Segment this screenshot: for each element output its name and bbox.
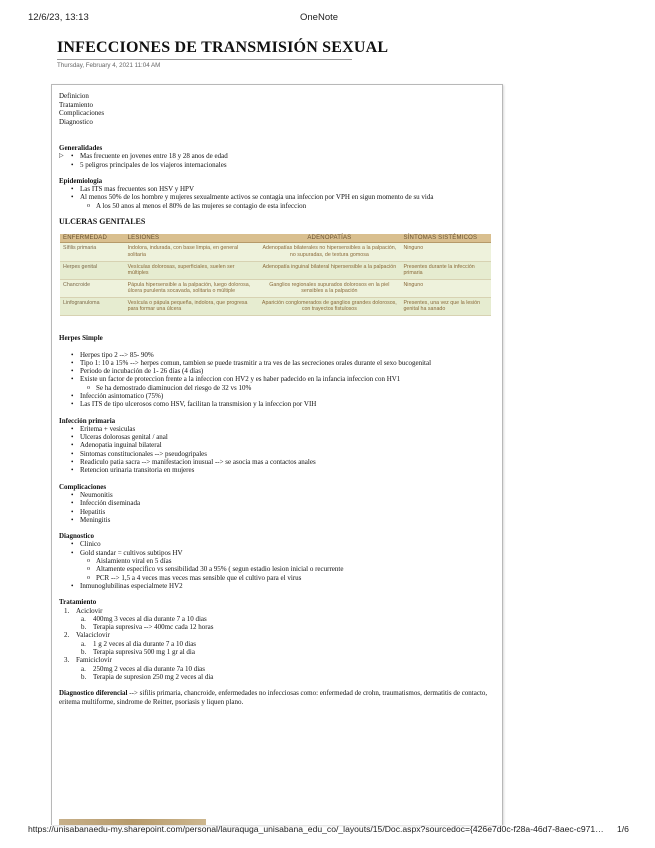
print-app-name: OneNote (300, 12, 339, 23)
section-diagnostico-diferencial (59, 689, 489, 706)
lettered-list (59, 665, 489, 682)
table-row (60, 243, 491, 261)
section-heading: Epidemiologia (59, 176, 103, 185)
bullet-list (59, 351, 489, 384)
section-heading: Complicaciones (59, 482, 107, 491)
drug-name: Famiciclovir (76, 656, 112, 665)
list-item: • Ulceras dolorosas genital / anal (59, 433, 489, 441)
dose-text: Terapia de supresion 250 mg 2 veces al dia (93, 672, 214, 681)
lettered-item (59, 673, 489, 681)
section-complicaciones (59, 483, 489, 524)
bullet-list (59, 161, 489, 169)
section-heading: Infección primaria (59, 416, 116, 425)
list-item-text: Mas frecuente en jovenes entre 18 y 28 anos de edad (80, 152, 228, 161)
list-item: • Las ITS mas frecuentes son HSV y HPV (59, 185, 489, 193)
item-letter: b. (81, 672, 87, 681)
section-herpes (59, 334, 489, 408)
bullet-icon: • (71, 152, 74, 161)
intro-item: Tratamiento (59, 100, 93, 109)
list-item: • Periodo de incubación de 1- 26 días (4 días) (59, 367, 489, 375)
table-cell: Presentes, una vez que la lesión genital ha sanado (400, 298, 491, 316)
sub-list-item: o Aislamiento viral en 5 días (59, 557, 489, 565)
numbered-list (59, 607, 489, 615)
dose-text: 400mg 3 veces al dia durante 7 a 10 dias (93, 614, 207, 623)
lettered-item (59, 640, 489, 648)
list-item: • Existe un factor de proteccion frente a la infeccion con HV2 y es haber padecido en la infancia infeccion con HV1 (59, 375, 489, 383)
item-letter: a. (81, 639, 86, 648)
list-item: • Infección diseminada (59, 499, 489, 507)
diferencial-text: --> sifilis primaria, chancroide, enfermedades no infecciosas como: enfermedad de crohn, traumatismos, dermatitis de contacto, eritema multiforme, sindrome de Reitter, psoriasis y liquen plano. (59, 689, 488, 706)
table-cell: Adenopatías bilaterales no hipersensibles a la palpación, no supuradas, de textura gomosa (258, 243, 400, 261)
sub-list-item: o PCR --> 1,5 a 4 veces mas veces mas sensible que el cultivo para el virus (59, 574, 489, 582)
lettered-item (59, 648, 489, 656)
table-cell: Herpes genital (60, 261, 125, 279)
intro-item: Diagnostico (59, 117, 93, 126)
diferencial-label: Diagnostico diferencial (59, 689, 128, 698)
table-cell: Ganglios regionales supurados dolorosos en la piel sensibles a la palpación (258, 279, 400, 297)
list-item: • Clinico (59, 540, 489, 548)
table-cell: Pápula hipersensible a la palpación, luego dolorosa, úlcera purulenta socavada, solitaria o múltiple (125, 279, 259, 297)
ulceras-table (60, 234, 491, 316)
table-cell: Linfogranuloma (60, 298, 125, 316)
numbered-list (59, 656, 489, 664)
bullet-list (59, 425, 489, 475)
item-letter: b. (81, 623, 87, 632)
table-row (60, 279, 491, 297)
page-content (59, 92, 489, 714)
sub-list-item: o Se ha demostrado diaminucion del riesgo de 32 vs 10% (59, 384, 489, 392)
sub-bullet-list (59, 202, 489, 210)
list-item: • Readiculo patia sacra --> manifestacion inusual --> se asocia mas a contactos anales (59, 458, 489, 466)
table-cell: Indolora, indurada, con base limpia, en general solitaria (125, 243, 259, 261)
table-cell: Vesícula o pápula pequeña, indolora, que progresa para formar una úlcera (125, 298, 259, 316)
section-epidemiologia (59, 177, 489, 210)
dose-text: 1 g 2 veces al dia durante 7 a 10 dias (93, 639, 197, 648)
collapse-triangle-icon[interactable]: ▷ (59, 153, 64, 160)
lettered-list (59, 640, 489, 657)
sub-list-item: o Altamente especifico vs sensibilidad 30 a 95% ( segun estadio lesion inicial o recurrente (59, 565, 489, 573)
section-generalidades (59, 144, 489, 169)
list-item: • Eritema + vesiculas (59, 425, 489, 433)
list-item: • Adenopatia inguinal bilateral (59, 441, 489, 449)
table-row (60, 261, 491, 279)
item-number: 3. (64, 656, 70, 665)
list-item: • Meningitis (59, 516, 489, 524)
dose-text: 250mg 2 veces al dia durante 7a 10 dias (93, 664, 205, 673)
table-cell: Presentes durante la infección primaria (400, 261, 491, 279)
table-cell: Sífilis primaria (60, 243, 125, 261)
dose-text: Terapia supresiva 500 mg 1 gr al dia (93, 648, 195, 657)
section-infeccion-primaria (59, 417, 489, 475)
print-url: https://unisabanaedu-my.sharepoint.com/personal/lauraquga_unisabana_edu_co/_layouts/15/Doc.aspx?sourcedoc={426e7d0c-f28a-46d7-8aec-c971… (28, 824, 604, 834)
table-header-cell: SÍNTOMAS SISTÉMICOS (400, 234, 491, 243)
sub-bullet-list (59, 384, 489, 392)
drug-name: Aciclovir (76, 606, 103, 615)
table-cell: Ninguno (400, 279, 491, 297)
table-row (60, 298, 491, 316)
list-item: • 5 peligros principales de los viajeros internacionales (59, 161, 489, 169)
page-title: INFECCIONES DE TRANSMISIÓN SEXUAL (57, 39, 389, 56)
dose-text: Terapia supresiva --> 400mc cada 12 horas (93, 623, 214, 632)
section-tratamiento (59, 598, 489, 681)
numbered-list (59, 631, 489, 639)
table-header-row (60, 234, 491, 243)
list-item: • Retencion urinaria transitoria en mujeres (59, 466, 489, 474)
numbered-item (59, 607, 489, 615)
section-heading: Herpes Simple (59, 334, 103, 343)
bullet-list (59, 185, 489, 202)
list-item: • Inmunoglubilinas especialmete HV2 (59, 582, 489, 590)
page-date: Thursday, February 4, 2021 11:04 AM (57, 62, 161, 69)
table-header-cell: ENFERMEDAD (60, 234, 125, 243)
title-divider (57, 59, 352, 60)
table-header-cell: LESIONES (125, 234, 259, 243)
printed-page (51, 84, 503, 825)
list-item: • Al menos 50% de los hombre y mujeres sexualmente activos se contagia una infeccion por VPH en sigun momento de su vida (59, 193, 489, 201)
table-cell: Adenopatía inguinal bilateral hipersensible a la palpación (258, 261, 400, 279)
lettered-item (59, 623, 489, 631)
intro-outline (59, 92, 489, 126)
sub-bullet-list (59, 557, 489, 582)
table-cell: Vesículas dolorosas, superficiales, suelen ser múltiples (125, 261, 259, 279)
print-datetime: 12/6/23, 13:13 (28, 12, 89, 23)
lettered-item (59, 615, 489, 623)
list-item: • Tipo 1: 10 a 15% --> herpes comun, tambien se puede trasmitir a tra ves de las secreciones orales durante el sexo bucogenital (59, 359, 489, 367)
intro-item: Complicaciones (59, 109, 105, 117)
sub-list-item: o A los 50 anos al menos el 80% de las mujeres se contagio de esta infeccion (59, 202, 489, 210)
list-item: • Las ITS de tipo ulcerosos como HSV, facilitan la transmision y la infeccion por VIH (59, 400, 489, 408)
list-item: • Hepatitis (59, 508, 489, 516)
section-heading: Tratamiento (59, 598, 97, 607)
item-letter: b. (81, 648, 87, 657)
table-cell: Aparición conglomerados de ganglios grandes dolorosos, con trayectos fistulosos (258, 298, 400, 316)
bullet-list (59, 540, 489, 557)
item-letter: a. (81, 664, 86, 673)
item-number: 2. (64, 631, 70, 640)
bullet-list (59, 392, 489, 409)
bullet-list (59, 491, 489, 524)
list-item: • Gold standar = cultivos subtipos HV (59, 549, 489, 557)
ulceras-heading: ULCERAS GENITALES (59, 217, 146, 227)
print-page-number: 1/6 (617, 824, 629, 834)
list-item: • Herpes tipo 2 --> 85- 90% (59, 351, 489, 359)
table-cell: Ninguno (400, 243, 491, 261)
lettered-item (59, 665, 489, 673)
lettered-list (59, 615, 489, 632)
section-heading: Diagnostico (59, 532, 94, 541)
item-number: 1. (64, 606, 70, 615)
drug-name: Valaciclovir (76, 631, 110, 640)
section-heading: Generalidades (59, 144, 103, 152)
list-item: • Sintomas constitucionales --> pseudogripales (59, 450, 489, 458)
bullet-list (59, 582, 489, 590)
numbered-item (59, 631, 489, 639)
list-item: • Neumonitis (59, 491, 489, 499)
numbered-item (59, 656, 489, 664)
list-item (59, 152, 489, 160)
intro-item: Definicion (59, 92, 89, 100)
list-item: • Infección asintomatico (75%) (59, 392, 489, 400)
table-header-cell: ADENOPATÍAS (258, 234, 400, 243)
table-cell: Chancroide (60, 279, 125, 297)
section-diagnostico (59, 532, 489, 590)
item-letter: a. (81, 614, 86, 623)
